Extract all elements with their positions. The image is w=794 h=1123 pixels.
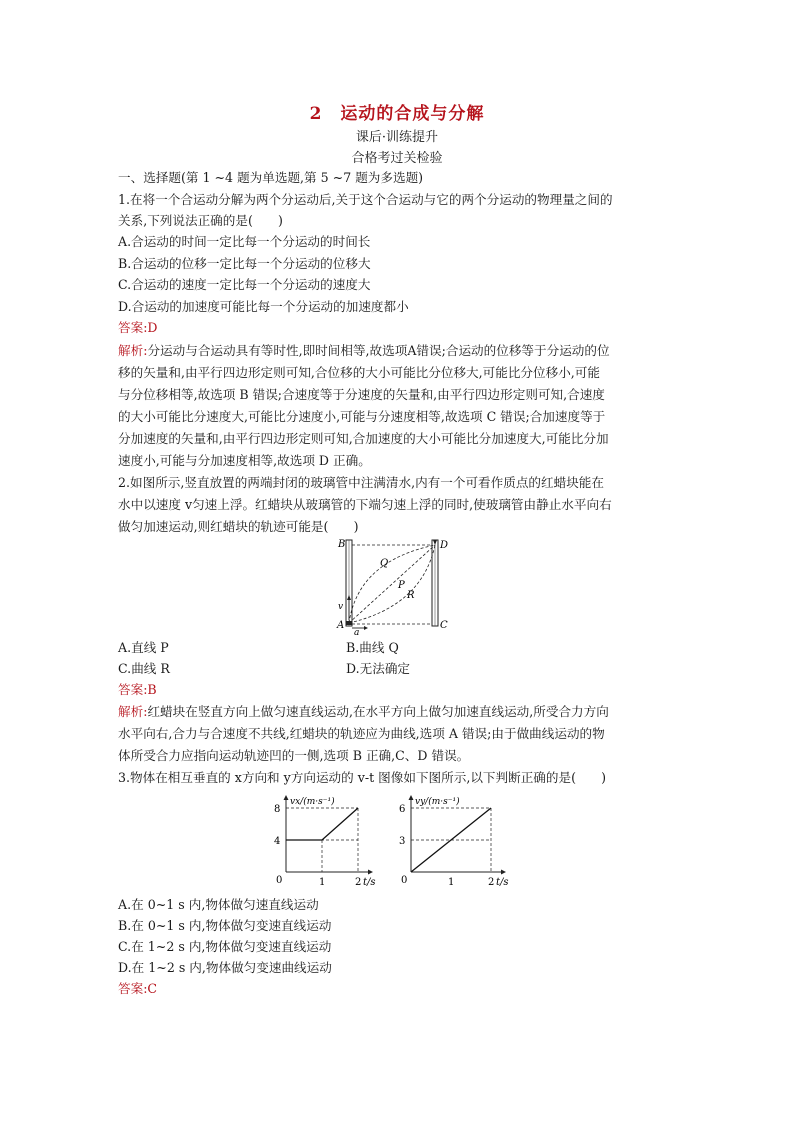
q1-explanation-line5: 分加速度的矢量和,由平行四边形定则可知,合加速度的大小可能比分加速度大,可能比分加	[118, 431, 609, 446]
label-c: C	[440, 620, 448, 631]
q2-explanation-line3: 体所受合力应指向运动轨迹凹的一侧,选项 B 正确,C、D 错误。	[118, 748, 470, 763]
y-axis-label: vx/(m·s⁻¹)	[290, 797, 335, 807]
q3-option-b: B.在 0~1 s 内,物体做匀变速直线运动	[118, 918, 332, 933]
q2-explanation-line2: 水平向右,合力与合速度不共线,红蜡块的轨迹应为曲线,选项 A 错误;由于做曲线运动的物	[118, 726, 605, 741]
origin-label: 0	[401, 875, 408, 886]
label-accel: a	[354, 628, 360, 636]
y-axis-arrow	[284, 795, 289, 800]
q1-option-c: C.合运动的速度一定比每一个分运动的速度大	[118, 277, 371, 292]
y-axis-arrow	[409, 795, 414, 800]
label-q: Q	[380, 558, 389, 569]
x-tick-label: 2	[488, 877, 495, 888]
q1-explanation-line4: 的大小可能比分速度大,可能比分速度小,可能与分速度相等,故选项 C 错误;合加速度等于	[118, 409, 606, 424]
q1-explanation-line6: 速度小,可能与分加速度相等,故选项 D 正确。	[118, 453, 371, 468]
q3-answer: 答案:C	[118, 981, 158, 996]
q3-stem: 3.物体在相互垂直的 x方向和 y方向运动的 v-t 图像如下图所示,以下判断正确的是( )	[118, 770, 607, 785]
q2-explanation-label: 解析:	[118, 704, 148, 719]
series-line	[286, 808, 358, 840]
label-d: D	[440, 540, 449, 551]
x-tick-label: 1	[319, 877, 326, 888]
subtitle-practice: 课后·训练提升	[355, 130, 439, 145]
q2-answer: 答案:B	[118, 682, 157, 697]
q2-stem-line3: 做匀加速运动,则红蜡块的轨迹可能是( )	[118, 519, 359, 534]
q2-stem-line2: 水中以速度 v匀速上浮。红蜡块从玻璃管的下端匀速上浮的同时,使玻璃管由静止水平向右	[118, 497, 612, 512]
label-b: B	[338, 539, 346, 550]
q2-option-a: A.直线 P	[118, 640, 169, 655]
q2-options-row2	[118, 659, 411, 679]
x-axis-arrow	[501, 870, 506, 875]
x-axis-arrow	[368, 870, 373, 875]
x-tick-label: 1	[448, 877, 455, 888]
q3-option-a: A.在 0~1 s 内,物体做匀速直线运动	[118, 897, 319, 912]
y-tick-label: 3	[399, 836, 406, 847]
section-heading: 一、选择题(第 1 ~4 题为单选题,第 5 ~7 题为多选题)	[118, 170, 424, 185]
q1-option-d: D.合运动的加速度可能比每一个分运动的加速度都小	[118, 299, 409, 314]
label-p: P	[398, 580, 405, 591]
label-r: R	[407, 590, 415, 601]
q1-option-b: B.合运动的位移一定比每一个分运动的位移大	[118, 256, 371, 271]
q2-explanation-line1: 解析:红蜡块在竖直方向上做匀速直线运动,在水平方向上做匀加速直线运动,所受合力方向	[118, 704, 609, 719]
x-axis-label: t/s	[496, 877, 509, 888]
label-v: v	[338, 602, 344, 612]
path-p	[349, 545, 435, 623]
q1-explanation-line3: 与分位移相等,故选项 B 错误;合速度等于分速度的矢量和,由平行四边形定则可知,合速度	[118, 387, 605, 402]
q2-options-row1	[118, 638, 399, 658]
q1-stem-line2: 关系,下列说法正确的是( )	[118, 213, 283, 228]
q1-explanation-line1: 解析:分运动与合运动具有等时性,即时间相等,故选项A错误;合运动的位移等于分运动的位	[118, 343, 610, 358]
q3-option-d: D.在 1~2 s 内,物体做匀变速曲线运动	[118, 960, 332, 975]
y-tick-label: 6	[399, 804, 406, 815]
q1-answer: 答案:D	[118, 320, 158, 335]
page-title: 2 运动的合成与分解	[309, 104, 485, 124]
q2-option-b: B.曲线 Q	[346, 640, 399, 655]
q1-explanation-line2: 移的矢量和,由平行四边形定则可知,合位移的大小可能比分位移大,可能比分位移小,可能	[118, 365, 600, 380]
origin-label: 0	[276, 875, 283, 886]
q1-option-a: A.合运动的时间一定比每一个分运动的时间长	[118, 234, 371, 249]
q2-option-c: C.曲线 R	[118, 661, 170, 676]
vx-t-chart	[268, 788, 388, 888]
q3-option-c: C.在 1~2 s 内,物体做匀变速直线运动	[118, 939, 332, 954]
x-tick-label: 2	[355, 877, 362, 888]
label-a: A	[337, 620, 345, 631]
wax-block	[346, 621, 352, 625]
x-axis-label: t/s	[363, 877, 376, 888]
y-tick-label: 4	[274, 836, 281, 847]
glass-tube-diagram	[330, 536, 460, 636]
y-tick-label: 8	[274, 804, 281, 815]
q1-stem-line1: 1.在将一个合运动分解为两个分运动后,关于这个合运动与它的两个分运动的物理量之间的	[118, 192, 613, 207]
y-axis-label: vy/(m·s⁻¹)	[415, 797, 460, 807]
q2-stem-line1: 2.如图所示,竖直放置的两端封闭的玻璃管中注满清水,内有一个可看作质点的红蜡块能在	[118, 475, 604, 490]
q2-option-d: D.无法确定	[346, 661, 411, 676]
q1-explanation-label: 解析:	[118, 343, 148, 358]
subtitle-level: 合格考过关检验	[351, 151, 443, 166]
vy-t-chart	[393, 788, 528, 888]
